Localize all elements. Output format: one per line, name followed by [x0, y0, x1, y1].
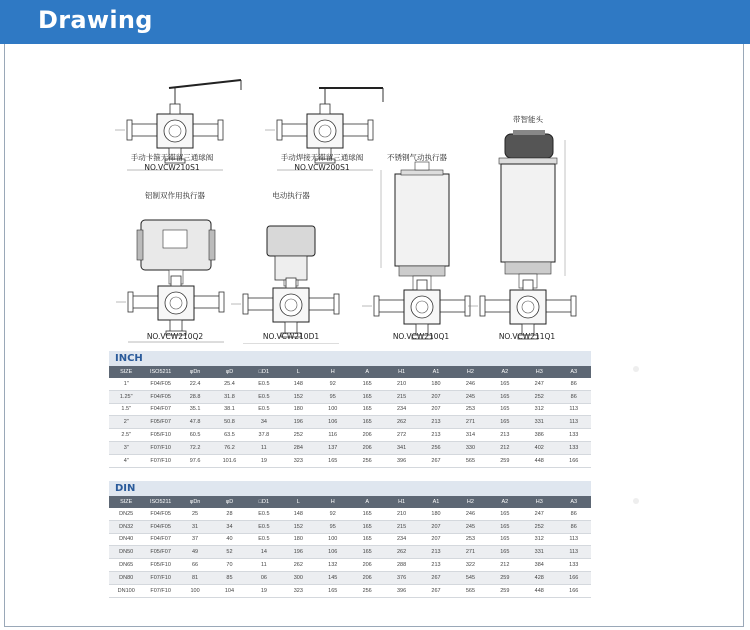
column-header: A3 [556, 496, 591, 508]
column-header: A1 [419, 366, 453, 378]
table-cell: 565 [453, 584, 487, 597]
table-cell: 86 [556, 378, 591, 390]
table-cell: F04/F05 [143, 520, 177, 533]
table-cell: 1.25" [109, 390, 143, 403]
table-cell: F05/F07 [143, 416, 177, 429]
table-cell: 180 [419, 378, 453, 390]
table-cell: 215 [384, 520, 418, 533]
din-table [109, 481, 591, 598]
table-cell: 252 [522, 520, 556, 533]
table-cell: 267 [419, 454, 453, 467]
caption-5-no: NO.VCW210Q2 [146, 332, 204, 341]
table-cell: 3" [109, 441, 143, 454]
table-row [109, 390, 591, 403]
table-cell: 196 [281, 416, 315, 429]
table-cell: 212 [488, 441, 522, 454]
table-cell: 101.6 [212, 454, 246, 467]
table-cell: 256 [350, 454, 384, 467]
table-cell: 28 [212, 508, 246, 520]
table-cell: 207 [419, 390, 453, 403]
table-cell: 206 [350, 571, 384, 584]
caption-1: 手动卡箍无滞留三通球阀 NO.VCW210S1 [130, 153, 214, 172]
table-cell: 133 [556, 429, 591, 442]
table-cell: 428 [522, 571, 556, 584]
table-cell: 92 [316, 508, 350, 520]
table-cell: 92 [316, 378, 350, 390]
table-cell: 262 [384, 546, 418, 559]
column-header: A [350, 496, 384, 508]
column-header: A2 [488, 496, 522, 508]
column-header: H [316, 496, 350, 508]
table-cell: 165 [350, 533, 384, 546]
table-cell: 331 [522, 546, 556, 559]
inch-table-header-row [109, 366, 591, 378]
table-cell: F05/F10 [143, 559, 177, 572]
table-cell: 166 [556, 454, 591, 467]
table-cell: 4" [109, 454, 143, 467]
table-cell: 34 [247, 416, 281, 429]
table-cell: F04/F07 [143, 533, 177, 546]
table-cell: 95 [316, 520, 350, 533]
caption-3: 不锈钢气动执行器 [387, 153, 447, 162]
table-cell: 252 [522, 390, 556, 403]
table-cell: 165 [316, 454, 350, 467]
decorative-dot [633, 366, 639, 372]
table-cell: 133 [556, 559, 591, 572]
column-header: □D1 [247, 496, 281, 508]
table-cell: 47.8 [178, 416, 212, 429]
table-cell: 206 [350, 441, 384, 454]
table-cell: DN100 [109, 584, 143, 597]
stainless-pneumatic-actuator-drawing [381, 162, 449, 276]
table-cell: 2.5" [109, 429, 143, 442]
table-cell: 100 [316, 403, 350, 416]
table-cell: 180 [281, 533, 315, 546]
table-cell: 14 [247, 546, 281, 559]
column-header: ISO5211 [143, 366, 177, 378]
table-cell: 165 [350, 378, 384, 390]
table-cell: 207 [419, 533, 453, 546]
table-row [109, 520, 591, 533]
table-cell: 259 [488, 571, 522, 584]
table-cell: 247 [522, 508, 556, 520]
table-cell: 31 [178, 520, 212, 533]
table-cell: 1.5" [109, 403, 143, 416]
table-row [109, 546, 591, 559]
column-header: H3 [522, 366, 556, 378]
table-cell: DN65 [109, 559, 143, 572]
column-header: SIZE [109, 496, 143, 508]
table-cell: Ε0.5 [247, 533, 281, 546]
din-table-header-row [109, 496, 591, 508]
table-cell: 63.5 [212, 429, 246, 442]
table-cell: 212 [488, 559, 522, 572]
electric-actuator-valve-drawing [231, 226, 339, 344]
column-header: H [316, 366, 350, 378]
table-cell: F04/F07 [143, 403, 177, 416]
table-cell: 166 [556, 571, 591, 584]
table-cell: 165 [488, 508, 522, 520]
table-cell: 272 [384, 429, 418, 442]
table-cell: 165 [488, 390, 522, 403]
header-banner [0, 0, 750, 44]
table-cell: F07/F10 [143, 584, 177, 597]
table-cell: 86 [556, 390, 591, 403]
table-cell: 312 [522, 533, 556, 546]
table-cell: 28.8 [178, 390, 212, 403]
table-cell: 213 [488, 429, 522, 442]
table-row [109, 378, 591, 390]
table-cell: 234 [384, 403, 418, 416]
table-cell: 312 [522, 403, 556, 416]
column-header: H2 [453, 366, 487, 378]
table-cell: 86 [556, 508, 591, 520]
table-cell: 271 [453, 416, 487, 429]
table-cell: 262 [281, 559, 315, 572]
table-cell: 165 [488, 378, 522, 390]
table-cell: 85 [212, 571, 246, 584]
table-cell: 284 [281, 441, 315, 454]
column-header: L [281, 496, 315, 508]
table-cell: 152 [281, 520, 315, 533]
din-data-table [109, 496, 591, 598]
table-cell: Ε0.5 [247, 378, 281, 390]
table-cell: 19 [247, 454, 281, 467]
table-cell: 35.1 [178, 403, 212, 416]
table-cell: 132 [316, 559, 350, 572]
table-cell: 11 [247, 559, 281, 572]
table-cell: 19 [247, 584, 281, 597]
table-cell: 165 [350, 508, 384, 520]
column-header: H2 [453, 496, 487, 508]
table-row [109, 533, 591, 546]
caption-4: 带智能头 [513, 115, 543, 124]
table-cell: 70 [212, 559, 246, 572]
din-table-title: DIN [109, 481, 591, 496]
caption-5-title: 铝制双作用执行器 [145, 191, 205, 200]
table-cell: 06 [247, 571, 281, 584]
table-cell: 213 [419, 416, 453, 429]
table-cell: 210 [384, 508, 418, 520]
column-header: A2 [488, 366, 522, 378]
table-cell: 165 [350, 546, 384, 559]
table-cell: 25.4 [212, 378, 246, 390]
table-cell: DN32 [109, 520, 143, 533]
table-row [109, 403, 591, 416]
table-cell: 330 [453, 441, 487, 454]
table-cell: 245 [453, 520, 487, 533]
table-cell: 207 [419, 403, 453, 416]
column-header: H3 [522, 496, 556, 508]
table-cell: 165 [316, 584, 350, 597]
table-cell: 210 [384, 378, 418, 390]
table-cell: 31.8 [212, 390, 246, 403]
table-cell: 52 [212, 546, 246, 559]
table-cell: 165 [488, 546, 522, 559]
table-cell: 1" [109, 378, 143, 390]
table-cell: 148 [281, 378, 315, 390]
table-cell: F04/F05 [143, 508, 177, 520]
table-row [109, 571, 591, 584]
table-cell: 271 [453, 546, 487, 559]
table-cell: 246 [453, 508, 487, 520]
table-cell: 402 [522, 441, 556, 454]
table-cell: 152 [281, 390, 315, 403]
table-cell: 72.2 [178, 441, 212, 454]
table-row [109, 508, 591, 520]
table-cell: Ε0.5 [247, 403, 281, 416]
table-cell: 213 [419, 546, 453, 559]
table-cell: 256 [419, 441, 453, 454]
table-cell: 386 [522, 429, 556, 442]
table-cell: 165 [488, 403, 522, 416]
table-cell: 113 [556, 416, 591, 429]
table-cell: 234 [384, 533, 418, 546]
table-row [109, 416, 591, 429]
table-cell: 213 [419, 429, 453, 442]
table-cell: 207 [419, 520, 453, 533]
inch-data-table [109, 366, 591, 468]
table-cell: 565 [453, 454, 487, 467]
banner-title: Drawing [38, 6, 153, 34]
table-cell: DN40 [109, 533, 143, 546]
table-cell: 300 [281, 571, 315, 584]
table-cell: 262 [384, 416, 418, 429]
column-header: φD [212, 496, 246, 508]
table-cell: 331 [522, 416, 556, 429]
table-cell: 448 [522, 454, 556, 467]
table-cell: 253 [453, 533, 487, 546]
table-cell: 267 [419, 584, 453, 597]
table-cell: 314 [453, 429, 487, 442]
table-cell: 38.1 [212, 403, 246, 416]
table-cell: 180 [281, 403, 315, 416]
table-cell: 166 [556, 584, 591, 597]
table-cell: 545 [453, 571, 487, 584]
table-cell: 206 [350, 429, 384, 442]
column-header: φDn [178, 366, 212, 378]
table-cell: F05/F10 [143, 429, 177, 442]
table-cell: 246 [453, 378, 487, 390]
table-cell: 22.4 [178, 378, 212, 390]
table-cell: F07/F10 [143, 571, 177, 584]
table-cell: 66 [178, 559, 212, 572]
table-cell: 104 [212, 584, 246, 597]
table-cell: 376 [384, 571, 418, 584]
table-cell: F05/F07 [143, 546, 177, 559]
table-row [109, 441, 591, 454]
table-cell: 215 [384, 390, 418, 403]
table-cell: 137 [316, 441, 350, 454]
table-cell: 25 [178, 508, 212, 520]
table-cell: 396 [384, 584, 418, 597]
table-cell: Ε0.5 [247, 520, 281, 533]
table-cell: 76.2 [212, 441, 246, 454]
valve-drawings [5, 44, 743, 344]
table-cell: 145 [316, 571, 350, 584]
caption-8-no: NO.VCW211Q1 [498, 332, 556, 341]
table-cell: Ε0.5 [247, 390, 281, 403]
table-cell: 165 [350, 390, 384, 403]
column-header: H1 [384, 496, 418, 508]
column-header: A1 [419, 496, 453, 508]
table-cell: 40 [212, 533, 246, 546]
table-cell: 37 [178, 533, 212, 546]
table-cell: 396 [384, 454, 418, 467]
table-cell: 100 [316, 533, 350, 546]
table-cell: 95 [316, 390, 350, 403]
table-cell: 106 [316, 546, 350, 559]
table-cell: 384 [522, 559, 556, 572]
table-cell: 253 [453, 403, 487, 416]
table-cell: 116 [316, 429, 350, 442]
table-cell: F07/F10 [143, 454, 177, 467]
table-cell: DN25 [109, 508, 143, 520]
column-header: A3 [556, 366, 591, 378]
table-cell: 323 [281, 584, 315, 597]
table-row [109, 454, 591, 467]
table-cell: 245 [453, 390, 487, 403]
aluminum-actuator-valve-drawing [116, 220, 224, 342]
table-cell: 165 [488, 416, 522, 429]
table-cell: 2" [109, 416, 143, 429]
table-cell: Ε0.5 [247, 508, 281, 520]
table-cell: 165 [350, 520, 384, 533]
table-cell: DN50 [109, 546, 143, 559]
table-cell: 448 [522, 584, 556, 597]
table-cell: 100 [178, 584, 212, 597]
table-cell: 322 [453, 559, 487, 572]
column-header: ISO5211 [143, 496, 177, 508]
table-cell: 97.6 [178, 454, 212, 467]
column-header: A [350, 366, 384, 378]
table-row [109, 584, 591, 597]
table-cell: 252 [281, 429, 315, 442]
table-cell: 37.8 [247, 429, 281, 442]
content-frame [4, 44, 744, 627]
caption-6-no: NO.VCW210D1 [262, 332, 320, 341]
table-cell: 165 [350, 416, 384, 429]
decorative-dot [633, 498, 639, 504]
table-cell: 49 [178, 546, 212, 559]
table-cell: F07/F10 [143, 441, 177, 454]
column-header: H1 [384, 366, 418, 378]
table-cell: 247 [522, 378, 556, 390]
table-cell: 323 [281, 454, 315, 467]
table-cell: 259 [488, 584, 522, 597]
table-cell: F04/F05 [143, 390, 177, 403]
table-cell: 259 [488, 454, 522, 467]
inch-table-title: INCH [109, 351, 591, 366]
table-cell: F04/F05 [143, 378, 177, 390]
table-cell: 50.8 [212, 416, 246, 429]
table-cell: 106 [316, 416, 350, 429]
table-cell: 11 [247, 441, 281, 454]
table-cell: 165 [488, 533, 522, 546]
table-cell: 113 [556, 546, 591, 559]
table-cell: 213 [419, 559, 453, 572]
table-cell: 113 [556, 403, 591, 416]
column-header: SIZE [109, 366, 143, 378]
table-cell: 165 [488, 520, 522, 533]
table-cell: 60.5 [178, 429, 212, 442]
smart-head-actuator-drawing [499, 130, 565, 276]
table-cell: 196 [281, 546, 315, 559]
table-cell: 206 [350, 559, 384, 572]
caption-6-title: 电动执行器 [272, 191, 310, 200]
table-cell: DN80 [109, 571, 143, 584]
table-row [109, 559, 591, 572]
table-row [109, 429, 591, 442]
table-cell: 133 [556, 441, 591, 454]
table-cell: 165 [350, 403, 384, 416]
inch-table [109, 351, 591, 468]
table-cell: 113 [556, 533, 591, 546]
column-header: φDn [178, 496, 212, 508]
table-cell: 34 [212, 520, 246, 533]
column-header: □D1 [247, 366, 281, 378]
table-cell: 256 [350, 584, 384, 597]
table-cell: 180 [419, 508, 453, 520]
table-cell: 288 [384, 559, 418, 572]
table-cell: 267 [419, 571, 453, 584]
table-cell: 86 [556, 520, 591, 533]
table-cell: 341 [384, 441, 418, 454]
column-header: L [281, 366, 315, 378]
table-cell: 148 [281, 508, 315, 520]
column-header: φD [212, 366, 246, 378]
caption-2: 手动焊接无滞留三通球阀 NO.VCW200S1 [280, 153, 364, 172]
table-cell: 81 [178, 571, 212, 584]
caption-7-no: NO.VCW210Q1 [392, 332, 450, 341]
